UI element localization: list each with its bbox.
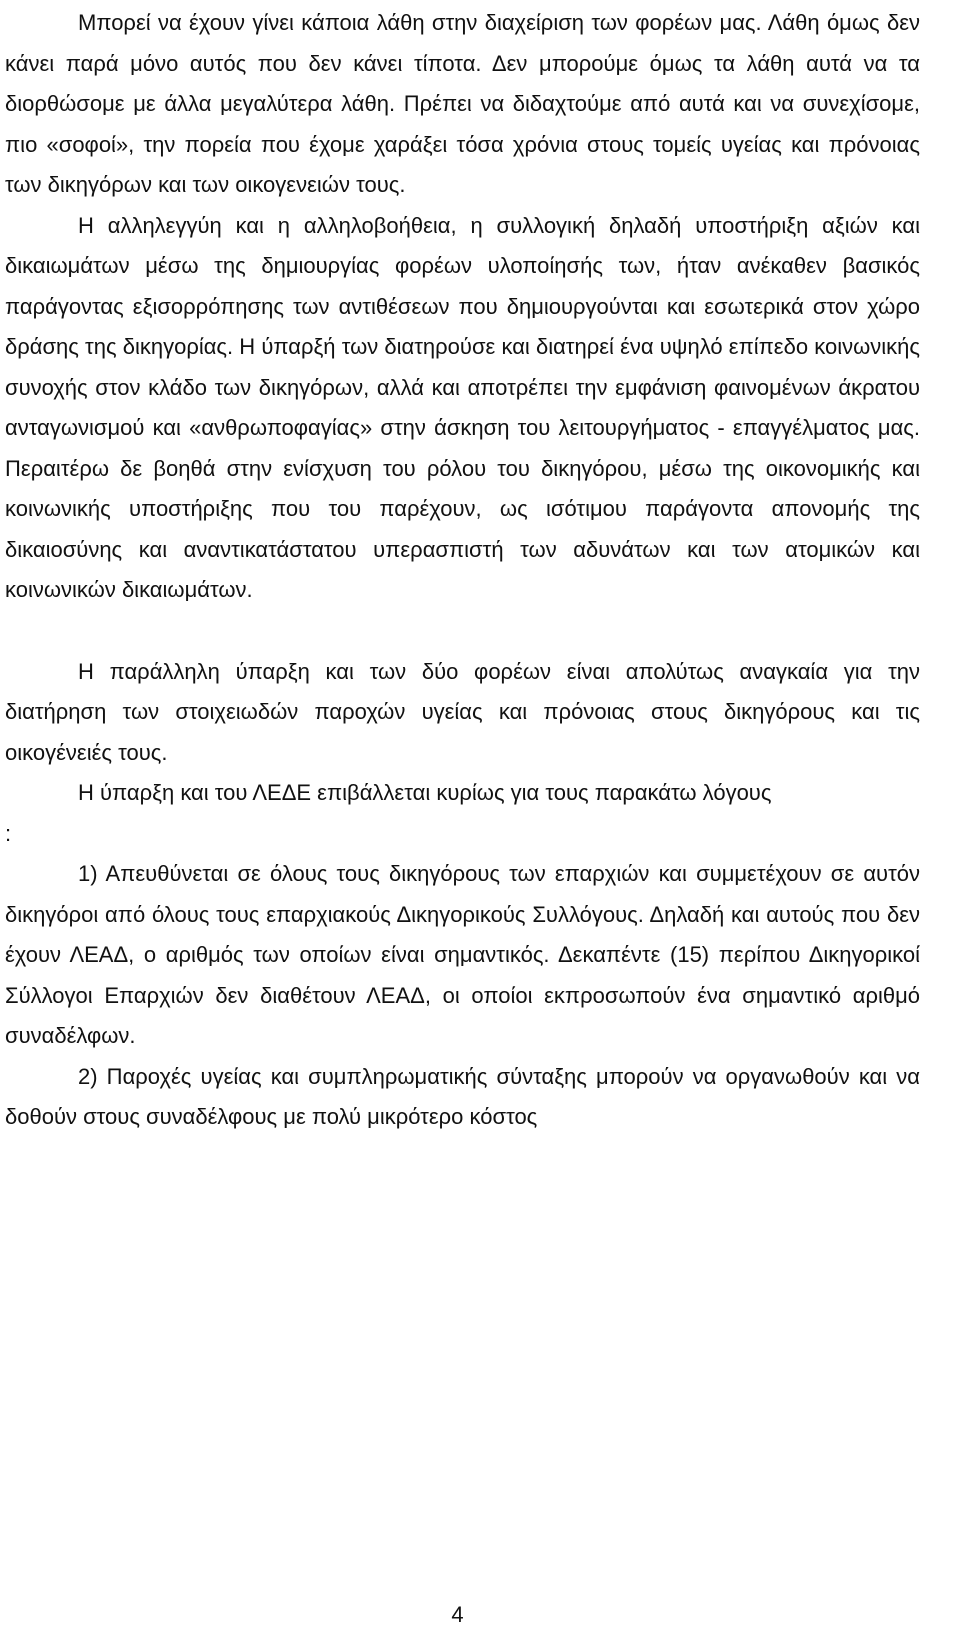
paragraph-solidarity: Η αλληλεγγύη και η αλληλοβοήθεια, η συλλογική δηλαδή υποστήριξη αξιών και δικαιωμάτων μέσω της δημιουργίας φορέων υλοποίησής των, ήταν ανέκαθεν βασικός παράγοντας εξισορρόπησης των αντιθέσεων που δημιουργούνται και εσωτερικά στον χώρο δράσης της δικηγορίας. Η ύπαρξή των διατηρούσε και διατηρεί ένα υψηλό επίπεδο κοινωνικής συνοχής στον κλάδο των δικηγόρων, αλλά και αποτρέπει την εμφάνιση φαινομένων άκρατου ανταγωνισμού και «ανθρωποφαγίας» στην άσκηση του λειτουργήματος - επαγγέλματος μας. Περαιτέρω δε βοηθά στην ενίσχυση του ρόλου του δικηγόρου, μέσω της οικονομικής και κοινωνικής υποστήριξης που του παρέχουν, ως ισότιμου παράγοντα απονομής της δικαιοσύνης και αναντικατάστατου υπερασπιστή των αδυνάτων και των ατομικών και κοινωνικών δικαιωμάτων. [5,212,920,602]
paragraph-lede-reasons: Η ύπαρξη και του ΛΕΔΕ επιβάλλεται κυρίως για τους παρακάτω λόγους [78,780,772,805]
paragraph-errors: Μπορεί να έχουν γίνει κάποια λάθη στην διαχείριση των φορέων μας. Λάθη όμως δεν κάνει παρά μόνο αυτός που δεν κάνει τίποτα. Δεν μπορούμε όμως τα λάθη αυτά να τα διορθώσομε με άλλα μεγαλύτερα λάθη. Πρέπει να διδαχτούμε από αυτά και να συνεχίσομε, πιο «σοφοί», την πορεία που έχομε χαράξει τόσα χρόνια στους τομείς υγείας και πρόνοιας των δικηγόρων και των οικογενειών τους. [5,10,920,197]
document-page [5,0,920,1138]
page-number: 4 [451,1602,464,1627]
paragraph-colon: : [5,820,12,846]
paragraph-reason-2: 2) Παροχές υγείας και συμπληρωματικής σύνταξης μπορούν να οργανωθούν και να δοθούν στους συναδέλφους με πολύ μικρότερο κόστος [5,1063,920,1129]
paragraph-parallel-existence: Η παράλληλη ύπαρξη και των δύο φορέων είναι απολύτως αναγκαία για την διατήρηση των στοιχειωδών παροχών υγείας και πρόνοιας στους δικηγόρους και τις οικογένειές τους. [5,658,920,765]
paragraph-reason-1: 1) Απευθύνεται σε όλους τους δικηγόρους των επαρχιών και συμμετέχουν σε αυτόν δικηγόροι από όλους τους επαρχιακούς Δικηγορικούς Συλλόγους. Δηλαδή και αυτούς που δεν έχουν ΛΕΑΔ, ο αριθμός των οποίων είναι σημαντικός. Δεκαπέντε (15) περίπου Δικηγορικοί Σύλλογοι Επαρχιών δεν διαθέτουν ΛΕΑΔ, οι οποίοι εκπροσωπούν ένα σημαντικό αριθμό συναδέλφων. [5,861,920,1048]
paragraph-gap [5,611,920,652]
